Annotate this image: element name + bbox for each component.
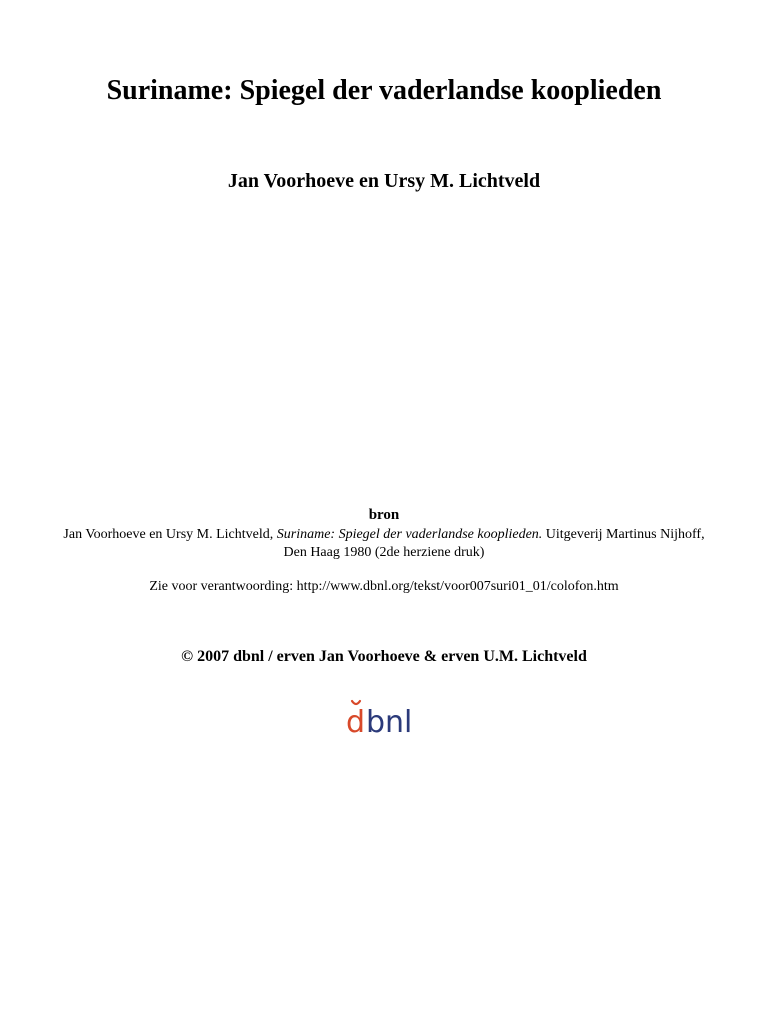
- logo-letter-d: d: [346, 705, 366, 739]
- logo-letters-bnl: bnl: [366, 705, 413, 739]
- source-heading: bron: [368, 507, 400, 523]
- source-citation: [60, 526, 708, 562]
- document-title: Suriname: Spiegel der vaderlandse kooplieden: [106, 75, 662, 106]
- source-citation-title: Suriname: Spiegel der vaderlandse kooplieden.: [276, 527, 543, 542]
- logo-swoosh: [352, 701, 360, 704]
- source-block: [60, 506, 708, 596]
- copyright-notice: © 2007 dbnl / erven Jan Voorhoeve & erven U.M. Lichtveld: [181, 648, 587, 665]
- source-citation-publisher: Uitgeverij Martinus Nijhoff, Den Haag 1980 (2de herziene druk): [283, 527, 705, 560]
- document-authors: Jan Voorhoeve en Ursy M. Lichtveld: [227, 170, 541, 192]
- accountability-link[interactable]: Zie voor verantwoording: http://www.dbnl.org/tekst/voor007suri01_01/colofon.htm: [149, 579, 619, 594]
- dbnl-logo: [344, 695, 424, 739]
- source-citation-authors: Jan Voorhoeve en Ursy M. Lichtveld,: [63, 527, 277, 542]
